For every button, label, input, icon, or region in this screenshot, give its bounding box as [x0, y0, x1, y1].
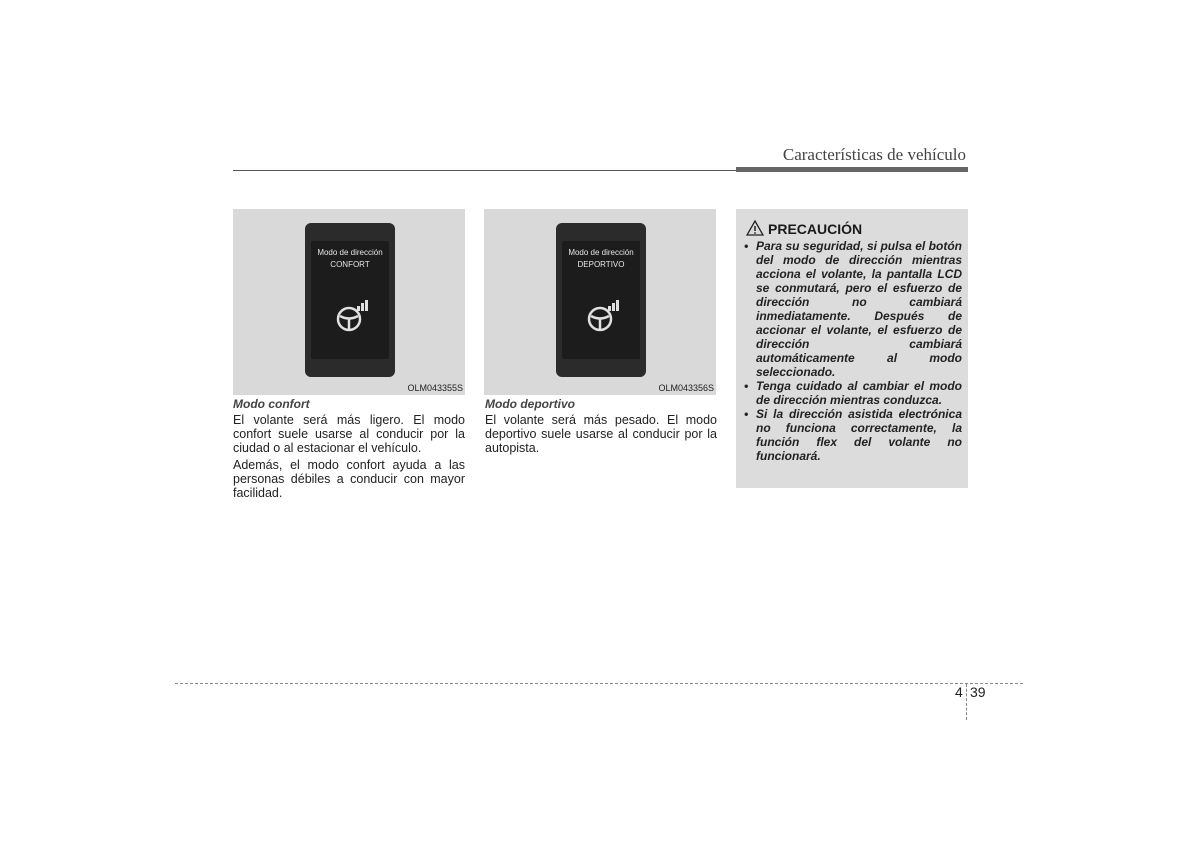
- caution-item: [744, 407, 962, 463]
- caution-item-text: Para su seguridad, si pulsa el botón del modo de dirección mientras acciona el volante, la pantalla LCD se conmutará, pero el esfuerzo de dirección no cambiará inmediatamente. Después de accionar el volante, el esfuerzo de dirección cambiará automáticamente al modo seleccionado.: [756, 239, 962, 379]
- steering-mode-button: [556, 223, 646, 377]
- steering-mode-button: [305, 223, 395, 377]
- page-header-title: Características de vehículo: [782, 145, 966, 164]
- paragraph-confort-2: Además, el modo confort ayuda a las personas débiles a conducir con mayor facilidad.: [233, 458, 465, 500]
- warning-triangle-icon: [746, 220, 764, 236]
- steering-wheel-icon: [584, 297, 624, 337]
- button-label-line2: DEPORTIVO: [577, 260, 625, 269]
- caution-item: [744, 379, 962, 407]
- button-label-line2: CONFORT: [330, 260, 370, 269]
- button-label-line1: Modo de dirección: [568, 248, 634, 257]
- footer-dotted-rule: [175, 683, 1023, 684]
- bullet: •: [744, 379, 749, 393]
- button-display: [562, 241, 640, 359]
- paragraph-deportivo-1: El volante será más pesado. El modo deportivo suele usarse al conducir por la autopista.: [485, 413, 717, 455]
- figure-caption: OLM043355S: [407, 383, 463, 393]
- button-label-line1: Modo de dirección: [317, 248, 383, 257]
- footer-divider: [966, 684, 967, 720]
- caution-title: PRECAUCIÓN: [768, 221, 863, 237]
- figure-confort: [233, 209, 465, 395]
- figure-caption: OLM043356S: [658, 383, 714, 393]
- caution-box: [736, 209, 968, 488]
- steering-wheel-icon: [333, 297, 373, 337]
- section-title-confort: Modo confort: [233, 397, 310, 411]
- figure-deportivo: [484, 209, 716, 395]
- caution-item-text: Tenga cuidado al cambiar el modo de dirección mientras conduzca.: [756, 379, 962, 407]
- bullet: •: [744, 407, 749, 421]
- caution-item: [744, 239, 962, 379]
- page-number: 39: [970, 684, 986, 700]
- button-display: [311, 241, 389, 359]
- section-title-deportivo: Modo deportivo: [485, 397, 575, 411]
- caution-item-text: Si la dirección asistida electrónica no funciona correctamente, la función flex del volante no funcionará.: [756, 407, 962, 463]
- caution-list: [744, 239, 962, 463]
- paragraph-confort-1: El volante será más ligero. El modo confort suele usarse al conducir por la ciudad o al estacionar el vehículo.: [233, 413, 465, 455]
- header-rule-accent: [736, 167, 968, 172]
- chapter-number: 4: [955, 684, 963, 700]
- bullet: •: [744, 239, 749, 253]
